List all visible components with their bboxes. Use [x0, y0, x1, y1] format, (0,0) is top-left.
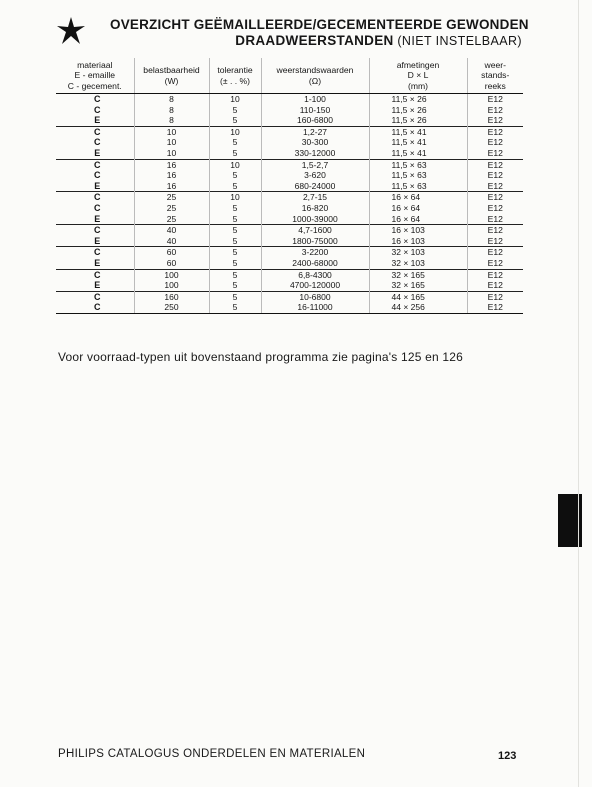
cell-series: E12	[487, 180, 503, 191]
cell-resistance-values: 4700-120000	[261, 280, 369, 291]
cell-load: 10	[134, 137, 209, 148]
cell-load: 60	[134, 258, 209, 269]
cell-material: C	[56, 94, 134, 105]
table-row	[56, 247, 523, 258]
cell-load: 250	[134, 302, 209, 313]
cell-dimensions: 32 × 165	[369, 280, 467, 291]
table-row	[56, 137, 523, 148]
cell-load: 16	[134, 181, 209, 192]
cell-material: C	[56, 225, 134, 236]
cell-resistance-values: 1,2-27	[261, 126, 369, 137]
cell-resistance-values: 110-150	[261, 105, 369, 116]
cell-dimensions: 32 × 165	[369, 269, 467, 280]
cell-tolerance: 5	[209, 148, 261, 159]
cell-dimensions: 44 × 256	[369, 302, 467, 313]
cell-resistance-values: 3-620	[261, 170, 369, 181]
cell-resistance-values: 2,7-15	[261, 192, 369, 203]
table-body	[56, 94, 523, 314]
table-row	[56, 192, 523, 203]
cell-series: E12	[467, 302, 523, 313]
cell-series: E12	[467, 126, 523, 137]
cell-dimensions: 16 × 103	[369, 236, 467, 247]
table-row	[56, 302, 523, 313]
cell-tolerance: 5	[209, 137, 261, 148]
cell-dimensions: 16 × 64	[369, 192, 467, 203]
cell-material: E	[56, 148, 134, 159]
stock-note: Voor voorraad-typen uit bovenstaand programma zie pagina's 125 en 126	[58, 350, 464, 364]
cell-series: E12	[487, 170, 503, 181]
cell-series: E12	[487, 280, 503, 291]
cell-dimensions: 32 × 103	[369, 247, 467, 258]
cell-load: 8	[134, 115, 209, 126]
cell-tolerance: 5	[209, 258, 261, 269]
cell-load: 10	[134, 126, 209, 137]
cell-load: 100	[134, 280, 209, 291]
cell-load: 25	[134, 203, 209, 214]
title-line-1: OVERZICHT GEËMAILLEERDE/GECEMENTEERDE GEWONDEN	[110, 17, 529, 32]
table-row	[56, 126, 523, 137]
cell-resistance-values: 1-100	[261, 94, 369, 105]
cell-material: E	[56, 236, 134, 247]
table-header-row	[56, 58, 523, 94]
table-row	[56, 105, 523, 116]
cell-series: E12	[487, 147, 503, 158]
cell-material: C	[56, 269, 134, 280]
cell-material: E	[56, 181, 134, 192]
cell-resistance-values: 16-11000	[261, 302, 369, 313]
cell-dimensions: 11,5 × 26	[369, 94, 467, 105]
table-row	[56, 181, 523, 192]
title-line-2	[110, 33, 522, 49]
cell-material: C	[56, 302, 134, 313]
cell-load: 25	[134, 192, 209, 203]
cell-tolerance: 5	[209, 225, 261, 236]
cell-material: E	[56, 115, 134, 126]
header-tolerance: tolerantie (± . . %)	[209, 58, 261, 94]
table-row	[56, 280, 523, 291]
cell-dimensions: 44 × 165	[369, 291, 467, 302]
table-row	[56, 225, 523, 236]
cell-dimensions: 11,5 × 41	[369, 148, 467, 159]
cell-series: E12	[487, 104, 503, 115]
table-row	[56, 236, 523, 247]
cell-tolerance: 5	[209, 203, 261, 214]
cell-series: E12	[487, 115, 503, 126]
cell-tolerance: 5	[209, 181, 261, 192]
cell-series: E12	[487, 137, 503, 148]
cell-series: E12	[467, 159, 523, 170]
cell-material: C	[56, 126, 134, 137]
cell-series: E12	[467, 291, 523, 302]
cell-resistance-values: 30-300	[261, 137, 369, 148]
cell-load: 16	[134, 159, 209, 170]
cell-material: E	[56, 214, 134, 225]
footer-text: PHILIPS CATALOGUS ONDERDELEN EN MATERIALEN	[58, 748, 366, 760]
cell-material: C	[56, 291, 134, 302]
cell-series: E12	[467, 269, 523, 280]
table-row	[56, 148, 523, 159]
cell-series: E12	[467, 225, 523, 236]
cell-dimensions: 11,5 × 26	[369, 115, 467, 126]
cell-tolerance: 10	[209, 126, 261, 137]
cell-material: C	[56, 203, 134, 214]
cell-resistance-values: 10-6800	[261, 291, 369, 302]
cell-resistance-values: 160-6800	[261, 115, 369, 126]
header-material: materiaal E - emaille C - gecement.	[56, 58, 134, 94]
cell-material: E	[56, 280, 134, 291]
cell-tolerance: 5	[209, 291, 261, 302]
cell-tolerance: 5	[209, 280, 261, 291]
cell-tolerance: 5	[209, 236, 261, 247]
cell-series: E12	[467, 247, 523, 258]
cell-series: E12	[487, 202, 503, 213]
cell-tolerance: 10	[209, 192, 261, 203]
table-row	[56, 291, 523, 302]
cell-tolerance: 5	[209, 302, 261, 313]
cell-dimensions: 11,5 × 63	[369, 170, 467, 181]
cell-tolerance: 5	[209, 115, 261, 126]
table-row	[56, 115, 523, 126]
page-number: 123	[498, 750, 517, 762]
cell-load: 25	[134, 214, 209, 225]
cell-resistance-values: 2400-68000	[261, 258, 369, 269]
table-row	[56, 214, 523, 225]
table-row	[56, 258, 523, 269]
header-values: weerstandswaarden (Ω)	[261, 58, 369, 94]
header-series: weer- stands- reeks	[467, 58, 523, 94]
page-edge-line	[578, 0, 579, 787]
cell-series: E12	[487, 213, 503, 224]
cell-resistance-values: 3-2200	[261, 247, 369, 258]
cell-resistance-values: 1800-75000	[261, 236, 369, 247]
cell-load: 8	[134, 94, 209, 105]
star-icon	[56, 16, 86, 46]
cell-material: C	[56, 192, 134, 203]
title-line-2-bold: DRAADWEERSTANDEN	[235, 33, 394, 48]
cell-material: C	[56, 247, 134, 258]
cell-resistance-values: 4,7-1600	[261, 225, 369, 236]
cell-load: 160	[134, 291, 209, 302]
cell-load: 16	[134, 170, 209, 181]
table-row	[56, 269, 523, 280]
cell-load: 60	[134, 247, 209, 258]
page-title	[110, 17, 529, 49]
cell-resistance-values: 1000-39000	[261, 214, 369, 225]
cell-series: E12	[487, 235, 503, 246]
cell-tolerance: 5	[209, 170, 261, 181]
cell-dimensions: 32 × 103	[369, 258, 467, 269]
table-row	[56, 94, 523, 105]
table-row	[56, 170, 523, 181]
cell-load: 8	[134, 105, 209, 116]
cell-dimensions: 11,5 × 63	[369, 181, 467, 192]
cell-load: 40	[134, 225, 209, 236]
cell-tolerance: 5	[209, 214, 261, 225]
cell-series: E12	[467, 192, 523, 203]
cell-tolerance: 5	[209, 105, 261, 116]
cell-resistance-values: 16-820	[261, 203, 369, 214]
cell-tolerance: 10	[209, 159, 261, 170]
cell-series: E12	[487, 257, 503, 268]
cell-resistance-values: 6,8-4300	[261, 269, 369, 280]
cell-material: C	[56, 170, 134, 181]
cell-material: C	[56, 137, 134, 148]
cell-load: 100	[134, 269, 209, 280]
header-dimensions: afmetingen D × L (mm)	[369, 58, 467, 94]
cell-resistance-values: 1,5-2,7	[261, 159, 369, 170]
cell-resistance-values: 330-12000	[261, 148, 369, 159]
cell-series: E12	[487, 94, 503, 104]
cell-tolerance: 5	[209, 269, 261, 280]
cell-dimensions: 16 × 64	[369, 214, 467, 225]
header-load: belastbaarheid (W)	[134, 58, 209, 94]
cell-tolerance: 10	[209, 94, 261, 105]
cell-material: C	[56, 159, 134, 170]
cell-load: 10	[134, 148, 209, 159]
table-row	[56, 159, 523, 170]
cell-material: C	[56, 105, 134, 116]
cell-dimensions: 11,5 × 41	[369, 137, 467, 148]
cell-load: 40	[134, 236, 209, 247]
cell-dimensions: 16 × 64	[369, 203, 467, 214]
resistor-table	[56, 58, 523, 314]
cell-material: E	[56, 258, 134, 269]
title-line-2-normal: (NIET INSTELBAAR)	[397, 34, 522, 48]
table-row	[56, 203, 523, 214]
cell-dimensions: 11,5 × 41	[369, 126, 467, 137]
cell-dimensions: 16 × 103	[369, 225, 467, 236]
cell-tolerance: 5	[209, 247, 261, 258]
cell-dimensions: 11,5 × 63	[369, 159, 467, 170]
cell-dimensions: 11,5 × 26	[369, 105, 467, 116]
cell-resistance-values: 680-24000	[261, 181, 369, 192]
